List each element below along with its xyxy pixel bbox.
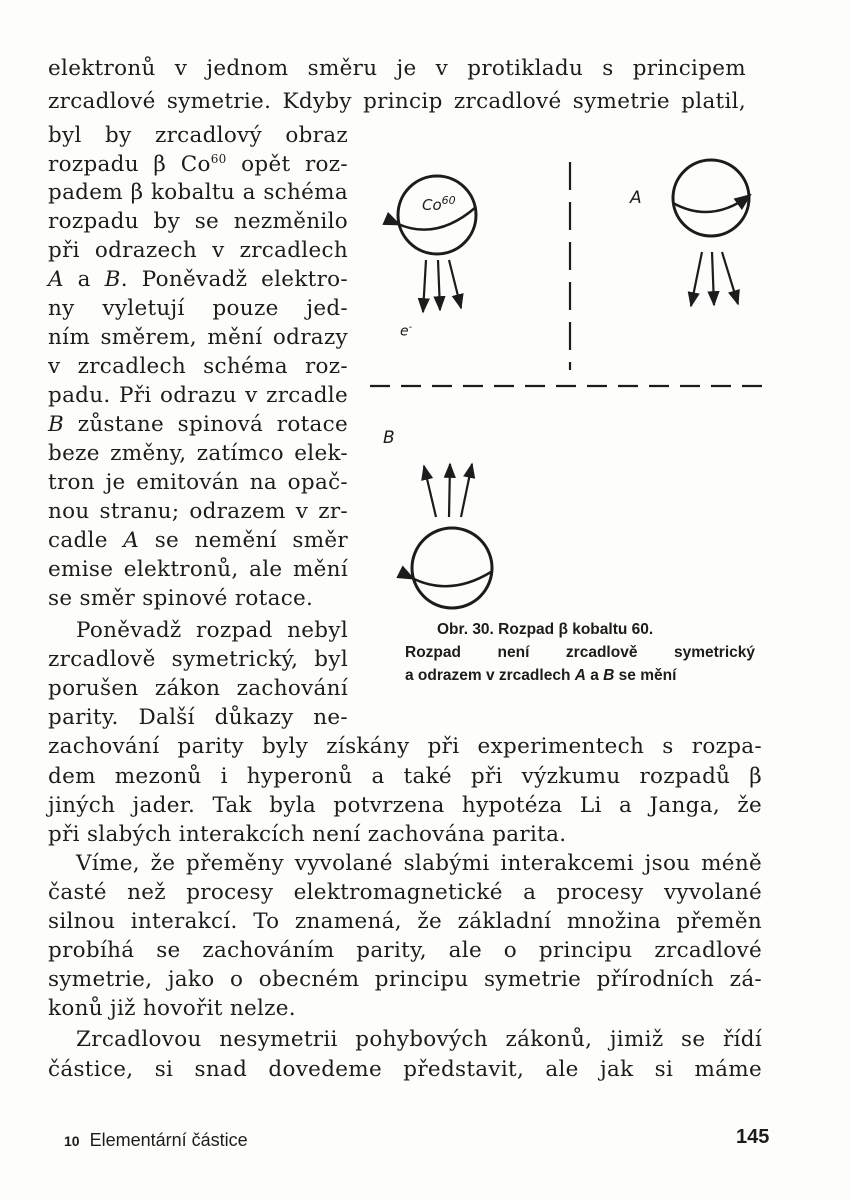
line-text: Poněvadž rozpad nebyl <box>76 618 348 643</box>
line-text: byl by zrcadlový obraz <box>48 123 348 148</box>
chapter-number: 10 <box>64 1133 80 1149</box>
caption-text: Rozpad není zrcadlově symetrický <box>405 644 755 661</box>
caption-text: a odrazem v zrcadlech <box>405 667 575 684</box>
line-text: rozpadu β Co <box>48 152 211 178</box>
caption-mirror-label: A <box>574 667 586 684</box>
mirror-b-spin-arrow <box>412 572 491 586</box>
figure-caption-line <box>405 644 755 662</box>
line-text: konů již hovořit nelze. <box>48 996 296 1021</box>
line-text: symetrie, jako o obecném principu symetrie přírodních zá- <box>48 967 762 992</box>
line-text: zůstane spinová rotace <box>64 412 348 437</box>
line-text: parity. Další důkazy ne- <box>48 705 348 730</box>
nucleus-label <box>422 194 456 214</box>
running-footer <box>64 1130 248 1152</box>
mirror-a-nucleus-circle <box>673 160 749 236</box>
line-text: opět roz- <box>226 152 348 178</box>
caption-text: se mění <box>614 667 677 684</box>
electron-label <box>400 322 412 340</box>
figure-caption-line <box>405 667 676 685</box>
mirror-label: A <box>48 267 64 292</box>
line-text: částice, si snad dovedeme představit, ale jak si máme <box>48 1057 762 1082</box>
line-text: zrcadlové symetrie. Kdyby princip zrcadlové symetrie platil, <box>48 89 746 114</box>
electron-arrow <box>712 252 714 305</box>
line-text: se nemění směr <box>139 528 349 553</box>
line-text: zachování parity byly získány při experimentech s rozpa- <box>48 734 762 759</box>
mirror-a-label: A <box>630 188 642 208</box>
line-text: silnou interakcí. To znamená, že základní množina přeměn <box>48 909 762 934</box>
electron-arrow <box>438 260 440 310</box>
line-text: . Poněvadž elektro- <box>120 267 348 292</box>
line-text: rozpadu by se nezměnilo <box>48 209 348 234</box>
line-text: se směr spinové rotace. <box>48 586 314 611</box>
page-number: 145 <box>736 1126 770 1148</box>
caption-text: a <box>585 667 604 684</box>
electron-arrow <box>423 260 426 312</box>
line-text: a <box>63 267 105 292</box>
line-text: časté než procesy elektromagnetické a procesy vyvolané <box>48 880 762 905</box>
chapter-title: Elementární částice <box>89 1130 248 1150</box>
electron-arrow <box>722 252 738 304</box>
line-text: porušen zákon zachování <box>48 676 348 701</box>
mirror-label: B <box>104 267 121 292</box>
mirror-label: A <box>123 528 140 553</box>
mirror-a-spin-arrow <box>673 196 749 212</box>
line-text: Zrcadlovou nesymetrii pohybových zákonů, jimiž se řídí <box>76 1027 762 1052</box>
electron-symbol: e <box>400 323 409 340</box>
line-text: ny vyletují pouze jed- <box>48 296 348 321</box>
line-text: nou stranu; odrazem v zr- <box>48 499 348 524</box>
line-text: elektronů v jednom směru je v protikladu s principem <box>48 56 746 81</box>
nucleus-symbol: Co <box>422 196 442 214</box>
line-text: tron je emitován na opač- <box>48 470 348 495</box>
electron-arrow <box>449 464 450 517</box>
mirror-label: B <box>48 412 65 437</box>
electron-arrow <box>424 466 436 517</box>
line-text: jiných jader. Tak byla potvrzena hypotéza Li a Janga, že <box>48 793 762 818</box>
line-text: zrcadlově symetrický, byl <box>48 647 348 672</box>
mirror-b-nucleus-circle <box>412 528 492 608</box>
line-text: při slabých interakcích není zachována parita. <box>48 822 567 847</box>
line-text: při odrazech v zrcadlech <box>48 238 348 263</box>
line-text: beze změny, zatímco elek- <box>48 441 348 466</box>
isotope-superscript: 60 <box>210 152 227 166</box>
line-text: v zrcadlech schéma roz- <box>48 354 348 379</box>
line-text: probíhá se zachováním parity, ale o principu zrcadlové <box>48 938 762 963</box>
figure-caption-line <box>437 621 653 639</box>
line-text: dem mezonů i hyperonů a také při výzkumu rozpadů β <box>48 764 762 789</box>
line-text: ním směrem, mění odrazy <box>48 325 348 350</box>
nucleus-mass: 60 <box>441 194 456 207</box>
mirror-b-label: B <box>383 428 395 448</box>
caption-text: Obr. 30. Rozpad β kobaltu 60. <box>437 621 654 638</box>
line-text: cadle <box>48 528 124 553</box>
electron-charge: - <box>408 322 413 333</box>
line-text: emise elektronů, ale mění <box>48 557 348 582</box>
caption-mirror-label: B <box>603 667 615 684</box>
electron-arrow <box>449 260 461 308</box>
electron-arrow <box>461 464 472 517</box>
electron-arrow <box>691 252 702 306</box>
line-text: padu. Při odrazu v zrcadle <box>48 383 348 408</box>
line-text: padem β kobaltu a schéma <box>48 180 348 205</box>
line-text: Víme, že přeměny vyvolané slabými interakcemi jsou méně <box>76 851 762 876</box>
